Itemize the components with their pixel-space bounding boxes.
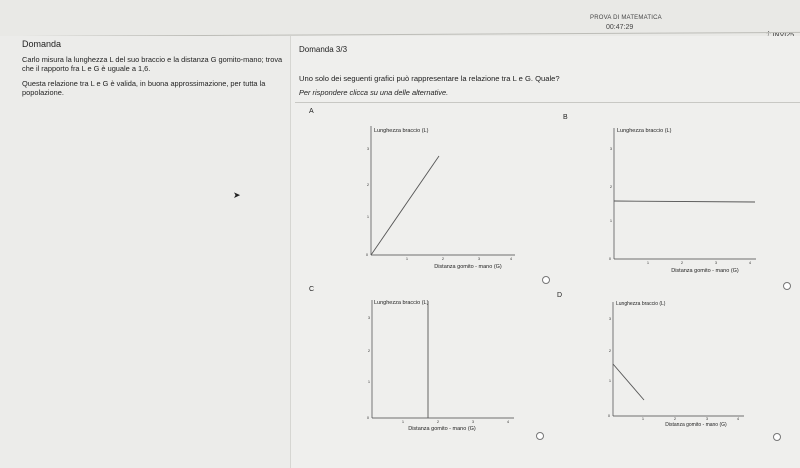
option-d-xlabel: Distanza gomito - mano (G): [665, 422, 727, 428]
option-b-ytick: 1: [610, 219, 612, 223]
option-c-letter: C: [309, 286, 315, 293]
option-d-xtick: 2: [674, 417, 676, 421]
context-text-1: Carlo misura la lunghezza L del suo braccio e la distanza G gomito-mano; trova che il rapporto fra L e G è uguale a 1,6.: [22, 55, 283, 73]
option-d-line: [613, 364, 644, 400]
option-a-graph[interactable]: [330, 122, 530, 272]
option-b-xlabel: Distanza gomito - mano (G): [671, 268, 739, 274]
option-a-xtick: 0: [366, 253, 368, 257]
option-c-ytick: 2: [368, 349, 370, 353]
question-counter: Domanda 3/3: [299, 45, 348, 54]
option-c-ytick: 3: [368, 316, 370, 320]
option-a-xtick: 2: [442, 257, 444, 261]
option-b-letter: B: [563, 114, 568, 121]
option-d-letter: D: [557, 292, 563, 299]
option-d-radio[interactable]: [773, 433, 781, 441]
option-a-xlabel: Distanza gomito - mano (G): [434, 264, 502, 270]
timer: 00:47:29: [606, 24, 634, 31]
option-d-xtick: 0: [608, 414, 610, 418]
option-b-ylabel: Lunghezza braccio (L): [617, 128, 672, 134]
option-c-graph[interactable]: [330, 298, 530, 438]
option-a-letter: A: [309, 108, 314, 115]
option-b-ytick: 2: [610, 185, 612, 189]
option-a-xtick: 4: [510, 257, 512, 261]
question-divider: [295, 102, 800, 103]
option-a-ytick: 2: [367, 183, 369, 187]
mouse-cursor-icon: ➤: [233, 190, 241, 200]
context-heading: Domanda: [22, 39, 62, 49]
option-a-xtick: 3: [478, 257, 480, 261]
option-c-xtick: 2: [437, 420, 439, 424]
option-c-xtick: 4: [507, 420, 509, 424]
option-c-ylabel: Lunghezza braccio (L): [374, 300, 429, 306]
option-b-xtick: 1: [647, 261, 649, 265]
option-d-ytick: 3: [609, 317, 611, 321]
option-a-ytick: 3: [367, 147, 369, 151]
option-d-ylabel: Lunghezza braccio (L): [616, 301, 666, 307]
option-b-xtick: 3: [715, 261, 717, 265]
option-a-xtick: 1: [406, 257, 408, 261]
option-c-xtick: 0: [367, 416, 369, 420]
option-a-radio[interactable]: [542, 276, 550, 284]
option-b-ytick: 3: [610, 147, 612, 151]
question-text: Uno solo dei seguenti grafici può rappresentare la relazione tra L e G. Quale?: [299, 74, 560, 83]
option-a-line: [371, 156, 439, 255]
question-instruction: Per rispondere clicca su una delle alternative.: [299, 88, 449, 97]
option-b-radio[interactable]: [783, 282, 791, 290]
option-d-ytick: 2: [609, 349, 611, 353]
option-b-xtick: 4: [749, 261, 751, 265]
option-b-xtick: 0: [609, 257, 611, 261]
option-d-graph[interactable]: [576, 300, 776, 440]
option-d-ytick: 1: [609, 379, 611, 383]
option-a-ylabel: Lunghezza braccio (L): [374, 128, 429, 134]
option-d-xtick: 4: [737, 417, 739, 421]
context-text-2: Questa relazione tra L e G è valida, in buona approssimazione, per tutta la popolazione.: [22, 79, 266, 97]
context-panel: [0, 36, 290, 468]
option-c-xtick: 1: [402, 420, 404, 424]
exam-title: PROVA DI MATEMATICA: [590, 15, 662, 21]
option-c-xtick: 3: [472, 420, 474, 424]
option-c-ytick: 1: [368, 380, 370, 384]
option-b-xtick: 2: [681, 261, 683, 265]
option-b-graph[interactable]: [578, 126, 778, 276]
option-d-xtick: 3: [706, 417, 708, 421]
option-c-xlabel: Distanza gomito - mano (G): [408, 426, 476, 432]
option-a-ytick: 1: [367, 215, 369, 219]
top-bar: [0, 0, 800, 30]
option-b-line: [614, 201, 755, 202]
option-c-radio[interactable]: [536, 432, 544, 440]
option-d-xtick: 1: [642, 417, 644, 421]
